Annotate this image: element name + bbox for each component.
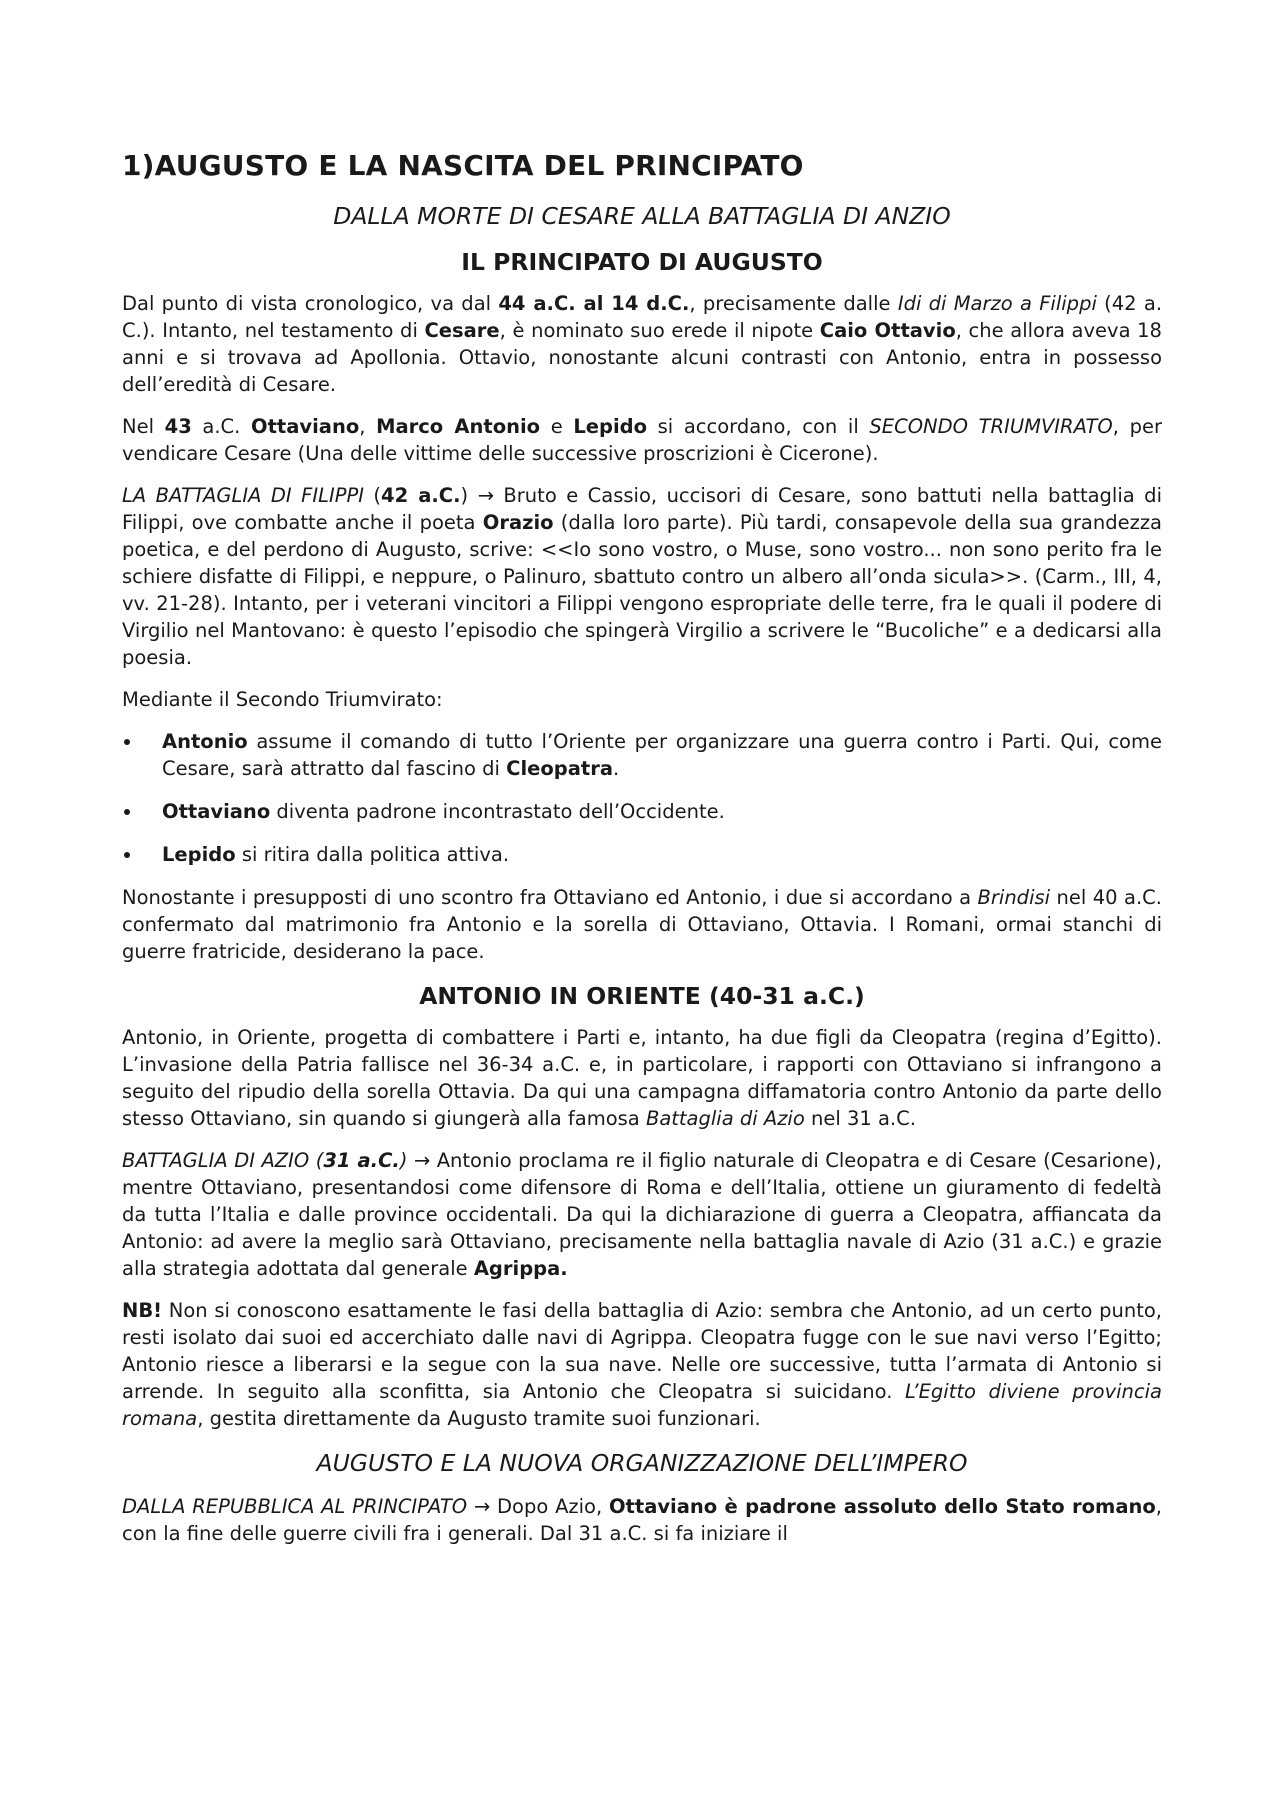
section-heading-antonio: ANTONIO IN ORIENTE (40-31 a.C.) [419,982,865,1010]
paragraph-antonio-oriente: Antonio, in Oriente, progetta di combattere i Parti e, intanto, ha due figli da Cleopatra (regina d’Egitto). L’invasione della Patria fallisce nel 36-34 a.C. e, in particolare, i rapporti con Ottaviano si infrangono a seguito del ripudio della sorella Ottavia. Da qui una campagna diffamatoria contro Antonio da parte dello stesso Ottaviano, sin quando si giungerà alla famosa Battaglia di Azio nel 31 a.C. [122,1026,1162,1130]
section-heading-principato: IL PRINCIPATO DI AUGUSTO [461,248,823,276]
paragraph-brindisi: Nonostante i presupposti di uno scontro fra Ottaviano ed Antonio, i due si accordano a Brindisi nel 40 a.C. confermato dal matrimonio fra Antonio e la sorella di Ottaviano, Ottavia. I Romani, ormai stanchi di guerre fratricide, desiderano la pace. [122,886,1162,963]
document-subtitle: DALLA MORTE DI CESARE ALLA BATTAGLIA DI ANZIO [333,202,951,230]
list-item-antonio: Antonio assume il comando di tutto l’Oriente per organizzare una guerra contro i Parti. Qui, come Cesare, sarà attratto dal fascino di Cleopatra. [122,728,1162,782]
paragraph-repubblica-principato: DALLA REPUBBLICA AL PRINCIPATO → Dopo Azio, Ottaviano è padrone assoluto dello Stato romano, con la fine delle guerre civili fra i generali. Dal 31 a.C. si fa iniziare il [122,1495,1162,1545]
document-page [122,148,1162,1562]
paragraph-intro-list: Mediante il Secondo Triumvirato: [122,688,443,711]
paragraph-triumvirato: Nel 43 a.C. Ottaviano, Marco Antonio e Lepido si accordano, con il SECONDO TRIUMVIRATO, per vendicare Cesare (Una delle vittime delle successive proscrizioni è Cicerone). [122,415,1162,465]
paragraph-azio: BATTAGLIA DI AZIO (31 a.C.) → Antonio proclama re il figlio naturale di Cleopatra e di Cesare (Cesarione), mentre Ottaviano, presentandosi come difensore di Roma e dell’Italia, ottiene un giuramento di fedeltà da tutta l’Italia e dalle province occidentali. Da qui la dichiarazione di guerra a Cleopatra, affiancata da Antonio: ad avere la meglio sarà Ottaviano, precisamente nella battaglia navale di Azio (31 a.C.) e grazie alla strategia adottata dal generale Agrippa. [122,1149,1162,1280]
section-heading-organizzazione: AUGUSTO E LA NUOVA ORGANIZZAZIONE DELL’IMPERO [316,1449,968,1477]
list-item-ottaviano: Ottaviano diventa padrone incontrastato dell’Occidente. [122,798,1162,825]
list-item-lepido: Lepido si ritira dalla politica attiva. [122,841,1162,868]
document-title: 1)AUGUSTO E LA NASCITA DEL PRINCIPATO [122,149,804,182]
triumvirate-list [122,728,1162,868]
paragraph-nb: NB! Non si conoscono esattamente le fasi della battaglia di Azio: sembra che Antonio, ad un certo punto, resti isolato dai suoi ed accerchiato dalle navi di Agrippa. Cleopatra fugge con le sue navi verso l’Egitto; Antonio riesce a liberarsi e la segue con la sua nave. Nelle ore successive, tutta l’armata di Antonio si arrende. In seguito alla sconfitta, sia Antonio che Cleopatra si suicidano. L’Egitto diviene provincia romana, gestita direttamente da Augusto tramite suoi funzionari. [122,1299,1162,1430]
paragraph-cronologia: Dal punto di vista cronologico, va dal 44 a.C. al 14 d.C., precisamente dalle Idi di Marzo a Filippi (42 a. C.). Intanto, nel testamento di Cesare, è nominato suo erede il nipote Caio Ottavio, che allora aveva 18 anni e si trovava ad Apollonia. Ottavio, nonostante alcuni contrasti con Antonio, entra in possesso dell’eredità di Cesare. [122,292,1163,396]
paragraph-filippi: LA BATTAGLIA DI FILIPPI (42 a.C.) → Bruto e Cassio, uccisori di Cesare, sono battuti nella battaglia di Filippi, ove combatte anche il poeta Orazio (dalla loro parte). Più tardi, consapevole della sua grandezza poetica, e del perdono di Augusto, scrive: <<Io sono vostro, o Muse, sono vostro... non sono perito fra le schiere disfatte di Filippi, e neppure, o Palinuro, sbattuto contro un albero all’onda sicula>>. (Carm., III, 4, vv. 21-28). Intanto, per i veterani vincitori a Filippi vengono espropriate delle terre, fra le quali il podere di Virgilio nel Mantovano: è questo l’episodio che spingerà Virgilio a scrivere le “Bucoliche” e a dedicarsi alla poesia. [122,484,1163,669]
